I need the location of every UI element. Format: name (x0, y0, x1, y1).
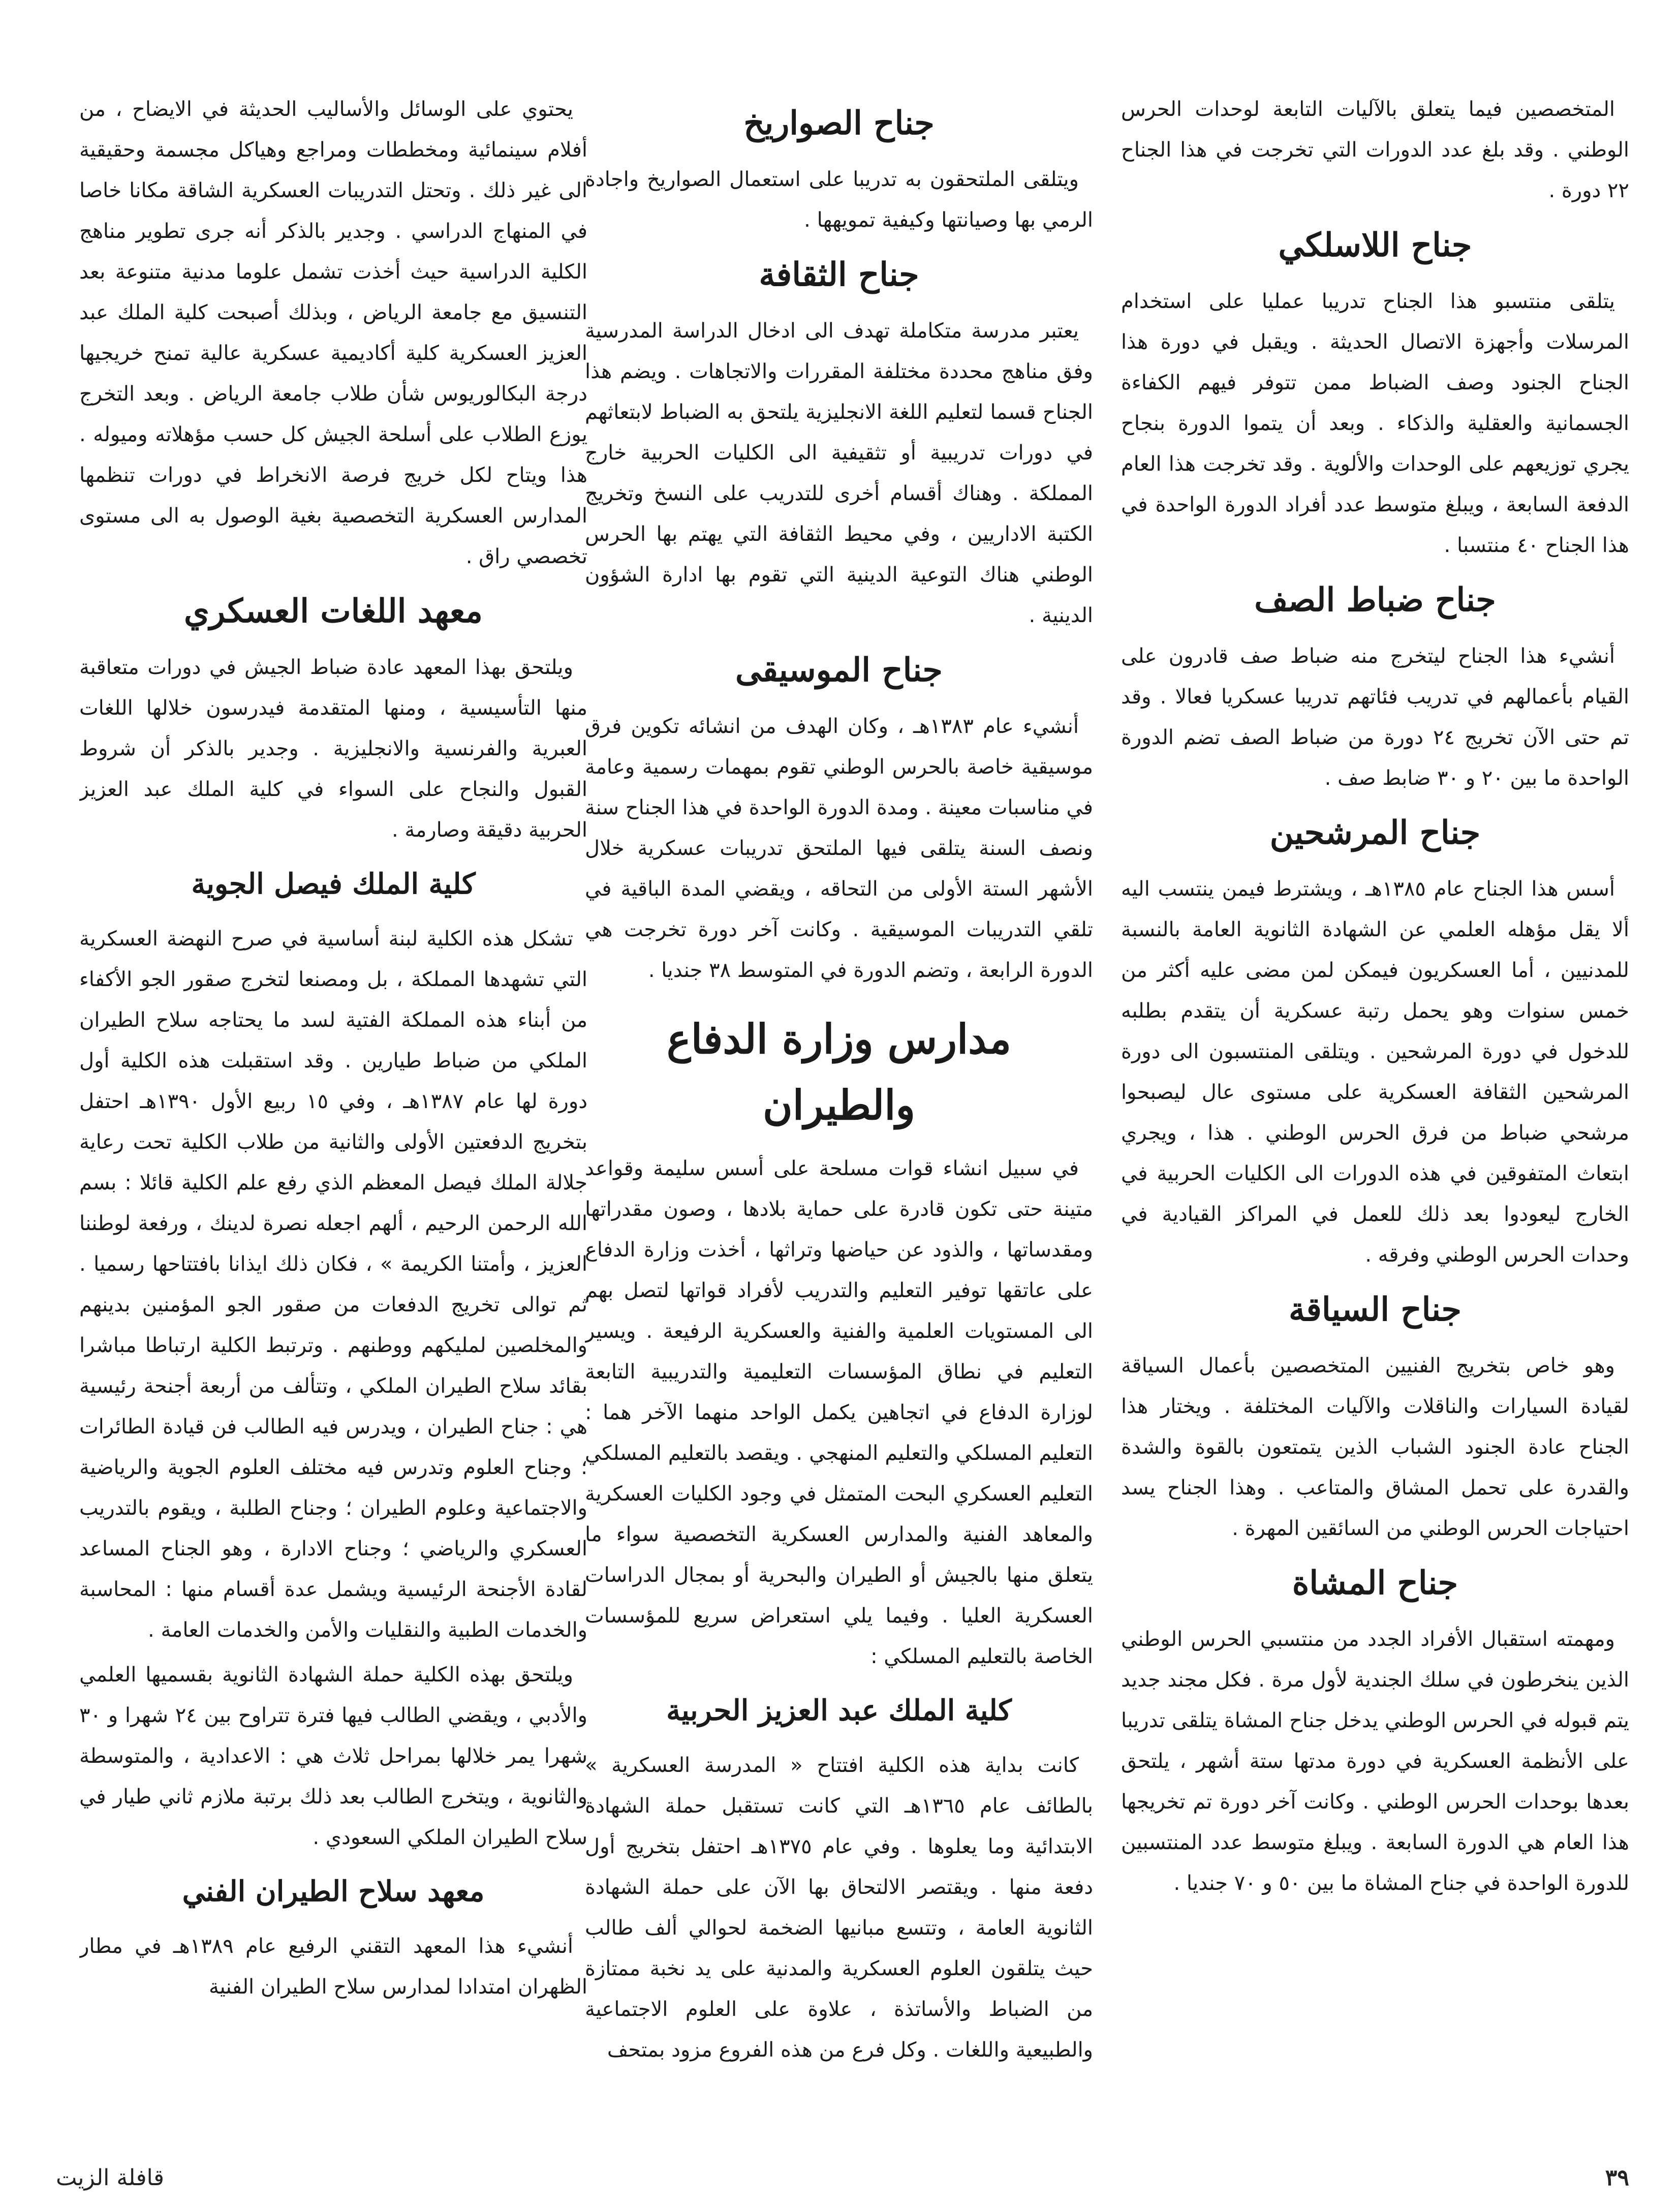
section-heading-music-wing: جناح الموسيقى (735, 651, 943, 689)
section-heading-candidates-wing: جناح المرشحين (1269, 814, 1481, 852)
paragraph: في سبيل انشاء قوات مسلحة على أسس سليمة وقواعد متينة حتى تكون قادرة على حماية بلادها ، وصون مقدراتها ومقدساتها ، والذود عن حياضها وتراثها ، أخذت وزارة الدفاع على عاتقها توفير التعليم والتدريب لأفراد قواتها لتصل بهم الى المستويات العلمية والفنية والعسكرية الرفيعة . ويسير التعليم في نطاق المؤسسات التعليمية والتدريبية التابعة لوزارة الدفاع في اتجاهين يكمل الواحد منهما الآخر هما : التعليم المسلكي والتعليم المنهجي . ويقصد بالتعليم المسلكي التعليم العسكري البحت المتمثل في وجود الكليات العسكرية والمعاهد الفنية والمدارس العسكرية التخصصية سواء ما يتعلق منها بالجيش أو الطيران والبحرية أو بمجال الدراسات العسكرية العليا . وفيما يلي استعراض سريع للمؤسسات الخاصة بالتعليم المسلكي : (585, 1157, 1093, 1668)
paragraph: ومهمته استقبال الأفراد الجدد من منتسبي الحرس الوطني الذين ينخرطون في سلك الجندية لأول مرة . فكل مجند جديد يتم قبوله في الحرس الوطني يدخل جناح المشاة يتلقى تدريبا على الأنظمة العسكرية في دورة مدتها ستة أشهر ، يلتحق بعدها بوحدات الحرس الوطني . وكانت آخر دورة تم تخريجها هذا العام هي الدورة السابعة . ويبلغ متوسط عدد المنتسبين للدورة الواحدة في جناح المشاة ما بين ٥٠ و ٧٠ جنديا . (1121, 1628, 1629, 1895)
section-heading-king-abdulaziz-academy: كلية الملك عبد العزيز الحربية (666, 1694, 1012, 1727)
paragraph: أنشيء هذا المعهد التقني الرفيع عام ١٣٨٩هـ في مطار الظهران امتدادا لمدارس سلاح الطيران الفنية (79, 1935, 587, 1999)
page-number: ٣٩ (1605, 2165, 1629, 2191)
paragraph: وهو خاص بتخريج الفنيين المتخصصين بأعمال السياقة لقيادة السيارات والناقلات والآليات المختلفة . ويختار هذا الجناح عادة الجنود الشباب الذين يتمتعون بالقوة والشدة والقدرة على تحمل المشاق والمتاعب . وهذا الجناح يسد احتياجات الحرس الوطني من السائقين المهرة . (1121, 1354, 1629, 1540)
section-heading-culture-wing: جناح الثقافة (759, 256, 919, 294)
section-heading-language-institute: معهد اللغات العسكري (184, 592, 483, 630)
paragraph: المتخصصين فيما يتعلق بالآليات التابعة لوحدات الحرس الوطني . وقد بلغ عدد الدورات التي تخرجت في هذا الجناح ٢٢ دورة . (1121, 98, 1629, 202)
major-heading-defense-schools: مدارس وزارة الدفاع والطيران (666, 1015, 1012, 1129)
paragraph: تشكل هذه الكلية لبنة أساسية في صرح النهضة العسكرية التي تشهدها المملكة ، بل ومصنعا لتخرج صقور الجو الأكفاء من أبناء هذه المملكة الفتية لسد ما يحتاجه سلاح الطيران الملكي من ضباط طيارين . وقد استقبلت هذه الكلية أول دورة لها عام ١٣٨٧هـ ، وفي ١٥ ربيع الأول ١٣٩٠هـ احتفل بتخريج الدفعتين الأولى والثانية من طلاب الكلية تحت رعاية جلالة الملك فيصل المعظم الذي رفع علم الكلية قائلا : بسم الله الرحمن الرحيم ، ألهم اجعله نصرة لدينك ، ورفعة لوطننا العزيز ، وأمتنا الكريمة » ، فكان ذلك ايذانا بافتتاحها رسميا . ثم توالى تخريج الدفعات من صقور الجو المؤمنين بدينهم والمخلصين لمليكهم ووطنهم . وترتبط الكلية ارتباطا مباشرا بقائد سلاح الطيران الملكي ، وتتألف من أربعة أجنحة رئيسية هي : جناح الطيران ، ويدرس فيه الطالب فن قيادة الطائرات ؛ وجناح العلوم وتدرس فيه مختلف العلوم الجوية والرياضية والاجتماعية وعلوم الطيران ؛ وجناح الطلبة ، ويقوم بالتدريب العسكري والرياضي ؛ وجناح الادارة ، وهو الجناح المساعد لقادة الأجنحة الرئيسية ويشمل عدة أقسام منها : المحاسبة والخدمات الطبية والنقليات والأمن والخدمات العامة . (79, 927, 587, 1642)
section-heading-driving-wing: جناح السياقة (1288, 1291, 1462, 1329)
paragraph: ويلتحق بهذه الكلية حملة الشهادة الثانوية بقسميها العلمي والأدبي ، ويقضي الطالب فيها فترة تتراوح بين ٢٤ شهرا و ٣٠ شهرا يمر خلالها بمراحل ثلاث هي : الاعدادية ، والمتوسطة والثانوية ، ويتخرج الطالب بعد ذلك برتبة ملازم ثاني طيار في سلاح الطيران الملكي السعودي . (79, 1663, 587, 1849)
page-footer (0, 2155, 1680, 2191)
paragraph: يحتوي على الوسائل والأساليب الحديثة في الايضاح ، من أفلام سينمائية ومخططات ومراجع وهياكل مجسمة وحقيقية الى غير ذلك . وتحتل التدريبات العسكرية الشاقة مكانا خاصا في المنهاج الدراسي . وجدير بالذكر أنه جرى تطوير مناهج الكلية الدراسية حيث أخذت تشمل علوما مدنية متنوعة بعد التنسيق مع جامعة الرياض ، وبذلك أصبحت كلية الملك عبد العزيز العسكرية كلية أكاديمية عسكرية عالية تمنح خريجيها درجة البكالوريوس شأن طلاب جامعة الرياض . وبعد التخرج يوزع الطلاب على أسلحة الجيش كل حسب مؤهلاته وميوله . هذا ويتاح لكل خريج فرصة الانخراط في دورات تنظمها المدارس العسكرية التخصصية بغية الوصول به الى مستوى تخصصي راق . (79, 98, 587, 568)
column-left (79, 89, 587, 2107)
section-heading-infantry-wing: جناح المشاة (1292, 1564, 1458, 1602)
paragraph: ويلتحق بهذا المعهد عادة ضباط الجيش في دورات متعاقبة منها التأسيسية ، ومنها المتقدمة فيدرسون خلالها اللغات العبرية والفرنسية والانجليزية . وجدير بالذكر أن شروط القبول والنجاح على السواء في كلية الملك عبد العزيز الحربية دقيقة وصارمة . (79, 656, 587, 842)
paragraph: يتلقى منتسبو هذا الجناح تدريبا عمليا على استخدام المرسلات وأجهزة الاتصال الحديثة . ويقبل في دورة هذا الجناح الجنود وصف الضباط ممن تتوفر فيهم الكفاءة الجسمانية والعقلية والذكاء . وبعد أن يتموا الدورة بنجاح يجري توزيعهم على الوحدات والألوية . وقد تخرجت هذا العام الدفعة السابعة ، ويبلغ متوسط عدد أفراد الدورة الواحدة في هذا الجناح ٤٠ منتسبا . (1121, 290, 1629, 557)
magazine-name: قافلة الزيت (56, 2165, 164, 2191)
section-heading-nco-wing: جناح ضباط الصف (1254, 581, 1496, 619)
paragraph: يعتبر مدرسة متكاملة تهدف الى ادخال الدراسة المدرسية وفق مناهج محددة مختلفة المقررات والاتجاهات . ويضم هذا الجناح قسما لتعليم اللغة الانجليزية يلتحق به الضباط لابتعاثهم في دورات تدريبية أو تثقيفية الى الكليات الحربية خارج المملكة . وهناك أقسام أخرى للتدريب على النسخ وتخريج الكتبة الاداريين ، وفي محيط الثقافة التي يهتم بها الحرس الوطني هناك التوعية الدينية التي تقوم بها ادارة الشؤون الدينية . (585, 319, 1093, 627)
paragraph: ويتلقى الملتحقون به تدريبا على استعمال الصواريخ واجادة الرمي بها وصيانتها وكيفية تمويهها . (585, 168, 1093, 232)
column-middle (585, 89, 1093, 2107)
paragraph: أنشيء هذا الجناح ليتخرج منه ضباط صف قادرون على القيام بأعمالهم في تدريب فئاتهم تدريبا عسكريا فعالا . وقد تم حتى الآن تخريج ٢٤ دورة من ضباط الصف تضم الدورة الواحدة ما بين ٢٠ و ٣٠ ضابط صف . (1121, 645, 1629, 790)
section-heading-signal-wing: جناح اللاسلكي (1278, 226, 1472, 264)
column-right (1121, 89, 1629, 2107)
paragraph: كانت بداية هذه الكلية افتتاح « المدرسة العسكرية » بالطائف عام ١٣٦٥هـ التي كانت تستقبل حملة الشهادة الابتدائية وما يعلوها . وفي عام ١٣٧٥هـ احتفل بتخريج أول دفعة منها . ويقتصر الالتحاق بها الآن على حملة الشهادة الثانوية العامة ، وتتسع مبانيها الضخمة لحوالي ألف طالب حيث يتلقون العلوم العسكرية والمدنية على يد نخبة ممتازة من الضباط والأساتذة ، علاوة على العلوم الاجتماعية والطبيعية واللغات . وكل فرع من هذه الفروع مزود بمتحف (585, 1754, 1093, 2062)
section-heading-air-force-technical-institute: معهد سلاح الطيران الفني (182, 1875, 485, 1908)
paragraph: أنشيء عام ١٣٨٣هـ ، وكان الهدف من انشائه تكوين فرق موسيقية خاصة بالحرس الوطني تقوم بمهمات رسمية وعامة في مناسبات معينة . ومدة الدورة الواحدة في هذا الجناح سنة ونصف السنة يتلقى فيها الملتحق تدريبات عسكرية خلال الأشهر الستة الأولى من التحاقه ، ويقضي المدة الباقية في تلقي التدريبات الموسيقية . وكانت آخر دورة تخرجت هي الدورة الرابعة ، وتضم الدورة في المتوسط ٣٨ جنديا . (585, 715, 1093, 982)
paragraph: أسس هذا الجناح عام ١٣٨٥هـ ، ويشترط فيمن ينتسب اليه ألا يقل مؤهله العلمي عن الشهادة الثانوية العامة بالنسبة للمدنيين ، أما العسكريون فيمكن لمن مضى عليه أكثر من خمس سنوات وهو يحمل رتبة عسكرية أن يتقدم بطلبه للدخول في دورة المرشحين . ويتلقى المنتسبون الى دورة المرشحين الثقافة العسكرية على مستوى عال ليصبحوا مرشحي ضباط من فرق الحرس الوطني . هذا ، ويجري ابتعاث المتفوقين في هذه الدورات الى الكليات الحربية في الخارج ليعودوا بعد ذلك للعمل في المراكز القيادية في وحدات الحرس الوطني وفرقه . (1121, 877, 1629, 1267)
section-heading-king-faisal-air-academy: كلية الملك فيصل الجوية (191, 867, 476, 901)
section-heading-missiles-wing: جناح الصواريخ (743, 104, 935, 142)
